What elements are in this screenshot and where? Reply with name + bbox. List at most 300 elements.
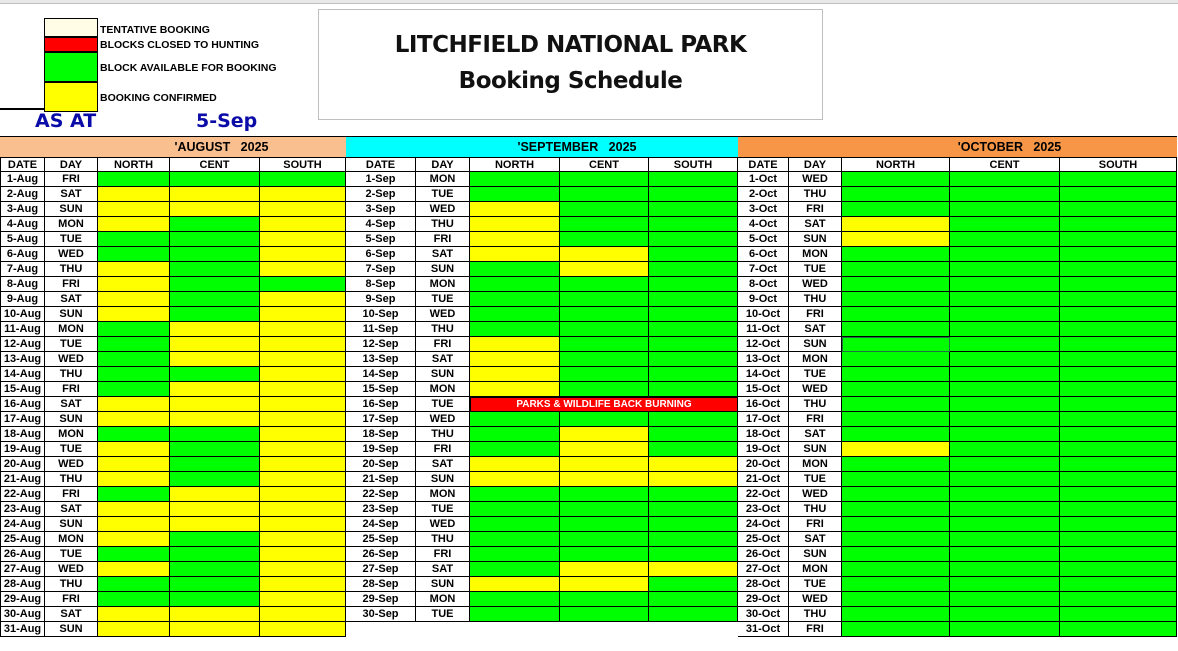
block-cell-south[interactable] <box>649 337 738 352</box>
block-cell-south[interactable] <box>1060 172 1177 187</box>
block-cell-south[interactable] <box>649 592 738 607</box>
block-cell-cent[interactable] <box>950 592 1060 607</box>
block-cell-south[interactable] <box>1060 277 1177 292</box>
block-cell-north[interactable] <box>842 262 950 277</box>
day-cell: THU <box>416 532 470 547</box>
block-cell-north[interactable] <box>470 232 560 247</box>
block-cell-north[interactable] <box>470 187 560 202</box>
block-cell-cent[interactable] <box>560 547 649 562</box>
block-cell-cent[interactable] <box>950 232 1060 247</box>
block-cell-cent[interactable] <box>950 562 1060 577</box>
block-cell-south[interactable] <box>1060 217 1177 232</box>
block-cell-north[interactable] <box>98 262 170 277</box>
block-cell-south[interactable] <box>260 562 346 577</box>
block-cell-cent[interactable] <box>560 292 649 307</box>
block-cell-north[interactable] <box>470 352 560 367</box>
col-header-date: DATE <box>346 157 416 172</box>
block-cell-north[interactable] <box>842 187 950 202</box>
block-cell-cent[interactable] <box>950 442 1060 457</box>
block-cell-north[interactable] <box>98 172 170 187</box>
block-cell-cent[interactable] <box>950 187 1060 202</box>
date-cell: 2-Oct <box>738 187 789 202</box>
block-cell-cent[interactable] <box>560 577 649 592</box>
block-cell-cent[interactable] <box>170 352 260 367</box>
block-cell-south[interactable] <box>649 532 738 547</box>
block-cell-cent[interactable] <box>170 247 260 262</box>
block-cell-south[interactable] <box>1060 547 1177 562</box>
block-cell-cent[interactable] <box>950 367 1060 382</box>
block-cell-cent[interactable] <box>560 427 649 442</box>
block-cell-south[interactable] <box>649 322 738 337</box>
block-cell-cent[interactable] <box>170 232 260 247</box>
block-cell-south[interactable] <box>260 397 346 412</box>
block-cell-north[interactable] <box>842 322 950 337</box>
block-cell-south[interactable] <box>649 307 738 322</box>
block-cell-north[interactable] <box>98 562 170 577</box>
block-cell-cent[interactable] <box>950 607 1060 622</box>
col-header-cent: CENT <box>170 157 260 172</box>
block-cell-south[interactable] <box>649 427 738 442</box>
block-cell-south[interactable] <box>1060 202 1177 217</box>
block-cell-south[interactable] <box>1060 187 1177 202</box>
block-cell-north[interactable] <box>98 292 170 307</box>
day-cell: FRI <box>789 517 842 532</box>
block-cell-cent[interactable] <box>170 397 260 412</box>
block-cell-cent[interactable] <box>560 352 649 367</box>
block-cell-cent[interactable] <box>950 577 1060 592</box>
block-cell-north[interactable] <box>842 382 950 397</box>
block-cell-south[interactable] <box>1060 262 1177 277</box>
block-cell-north[interactable] <box>98 412 170 427</box>
block-cell-south[interactable] <box>260 277 346 292</box>
block-cell-cent[interactable] <box>950 517 1060 532</box>
block-cell-south[interactable] <box>1060 292 1177 307</box>
block-cell-cent[interactable] <box>170 517 260 532</box>
block-cell-cent[interactable] <box>560 277 649 292</box>
block-cell-south[interactable] <box>260 232 346 247</box>
block-cell-south[interactable] <box>1060 382 1177 397</box>
block-cell-south[interactable] <box>260 517 346 532</box>
block-cell-north[interactable] <box>842 172 950 187</box>
block-cell-south[interactable] <box>1060 427 1177 442</box>
block-cell-cent[interactable] <box>560 262 649 277</box>
date-cell: 14-Aug <box>0 367 45 382</box>
block-cell-north[interactable] <box>842 367 950 382</box>
block-cell-north[interactable] <box>842 307 950 322</box>
date-cell: 20-Aug <box>0 457 45 472</box>
block-cell-cent[interactable] <box>950 547 1060 562</box>
block-cell-cent[interactable] <box>560 472 649 487</box>
block-cell-south[interactable] <box>260 337 346 352</box>
block-cell-north[interactable] <box>470 292 560 307</box>
block-cell-cent[interactable] <box>950 292 1060 307</box>
block-cell-cent[interactable] <box>950 262 1060 277</box>
block-cell-north[interactable] <box>98 607 170 622</box>
block-cell-south[interactable] <box>649 172 738 187</box>
block-cell-south[interactable] <box>649 577 738 592</box>
block-cell-north[interactable] <box>470 442 560 457</box>
block-cell-south[interactable] <box>649 232 738 247</box>
block-cell-north[interactable] <box>470 547 560 562</box>
block-cell-north[interactable] <box>98 367 170 382</box>
block-cell-cent[interactable] <box>560 442 649 457</box>
block-cell-south[interactable] <box>1060 607 1177 622</box>
block-cell-cent[interactable] <box>560 382 649 397</box>
block-cell-south[interactable] <box>649 202 738 217</box>
block-cell-cent[interactable] <box>950 502 1060 517</box>
block-cell-south[interactable] <box>1060 502 1177 517</box>
block-cell-south[interactable] <box>649 187 738 202</box>
block-cell-south[interactable] <box>260 382 346 397</box>
block-cell-north[interactable] <box>470 307 560 322</box>
block-cell-south[interactable] <box>260 487 346 502</box>
block-cell-south[interactable] <box>260 457 346 472</box>
block-cell-south[interactable] <box>1060 397 1177 412</box>
block-cell-cent[interactable] <box>950 412 1060 427</box>
block-cell-cent[interactable] <box>950 202 1060 217</box>
block-cell-north[interactable] <box>98 487 170 502</box>
block-cell-cent[interactable] <box>560 367 649 382</box>
block-cell-cent[interactable] <box>950 427 1060 442</box>
block-cell-south[interactable] <box>260 217 346 232</box>
block-cell-cent[interactable] <box>170 292 260 307</box>
block-cell-north[interactable] <box>842 337 950 352</box>
block-cell-cent[interactable] <box>170 427 260 442</box>
block-cell-south[interactable] <box>649 517 738 532</box>
block-cell-north[interactable] <box>98 187 170 202</box>
block-cell-cent[interactable] <box>170 622 260 637</box>
block-cell-south[interactable] <box>649 277 738 292</box>
day-cell: WED <box>416 307 470 322</box>
block-cell-south[interactable] <box>1060 412 1177 427</box>
block-cell-north[interactable] <box>470 532 560 547</box>
block-cell-cent[interactable] <box>950 352 1060 367</box>
block-cell-south[interactable] <box>649 472 738 487</box>
date-cell: 3-Sep <box>346 202 416 217</box>
block-cell-north[interactable] <box>470 487 560 502</box>
block-cell-cent[interactable] <box>950 382 1060 397</box>
date-cell: 12-Aug <box>0 337 45 352</box>
block-cell-cent[interactable] <box>560 562 649 577</box>
block-cell-cent[interactable] <box>560 412 649 427</box>
block-cell-cent[interactable] <box>560 337 649 352</box>
block-cell-cent[interactable] <box>950 337 1060 352</box>
block-cell-south[interactable] <box>1060 322 1177 337</box>
block-cell-cent[interactable] <box>950 472 1060 487</box>
day-cell: SUN <box>416 262 470 277</box>
block-cell-north[interactable] <box>842 202 950 217</box>
block-cell-north[interactable] <box>842 472 950 487</box>
block-cell-north[interactable] <box>842 502 950 517</box>
block-cell-north[interactable] <box>842 397 950 412</box>
block-cell-north[interactable] <box>842 532 950 547</box>
block-cell-south[interactable] <box>649 217 738 232</box>
block-cell-north[interactable] <box>98 247 170 262</box>
block-cell-south[interactable] <box>1060 472 1177 487</box>
block-cell-cent[interactable] <box>170 367 260 382</box>
block-cell-cent[interactable] <box>170 442 260 457</box>
block-cell-north[interactable] <box>470 262 560 277</box>
block-cell-north[interactable] <box>98 337 170 352</box>
block-cell-cent[interactable] <box>950 172 1060 187</box>
block-cell-cent[interactable] <box>560 247 649 262</box>
block-cell-cent[interactable] <box>560 202 649 217</box>
block-cell-north[interactable] <box>98 472 170 487</box>
day-cell: THU <box>416 217 470 232</box>
block-cell-cent[interactable] <box>560 502 649 517</box>
block-cell-north[interactable] <box>842 277 950 292</box>
block-cell-north[interactable] <box>842 292 950 307</box>
block-cell-north[interactable] <box>842 517 950 532</box>
block-cell-cent[interactable] <box>170 277 260 292</box>
block-cell-cent[interactable] <box>560 307 649 322</box>
block-cell-north[interactable] <box>98 232 170 247</box>
block-cell-north[interactable] <box>98 442 170 457</box>
date-cell: 15-Aug <box>0 382 45 397</box>
day-cell: WED <box>416 412 470 427</box>
block-cell-cent[interactable] <box>170 592 260 607</box>
block-cell-south[interactable] <box>649 442 738 457</box>
block-cell-south[interactable] <box>260 292 346 307</box>
block-cell-cent[interactable] <box>560 607 649 622</box>
block-cell-cent[interactable] <box>170 532 260 547</box>
block-cell-cent[interactable] <box>170 382 260 397</box>
date-cell: 11-Sep <box>346 322 416 337</box>
block-cell-north[interactable] <box>842 442 950 457</box>
block-cell-north[interactable] <box>470 607 560 622</box>
block-cell-south[interactable] <box>649 247 738 262</box>
block-cell-south[interactable] <box>260 247 346 262</box>
block-cell-north[interactable] <box>470 457 560 472</box>
block-cell-cent[interactable] <box>950 397 1060 412</box>
block-cell-south[interactable] <box>260 187 346 202</box>
block-cell-cent[interactable] <box>170 472 260 487</box>
block-cell-cent[interactable] <box>170 502 260 517</box>
block-cell-cent[interactable] <box>170 412 260 427</box>
block-cell-north[interactable] <box>842 352 950 367</box>
block-cell-cent[interactable] <box>170 487 260 502</box>
block-cell-cent[interactable] <box>170 172 260 187</box>
block-cell-south[interactable] <box>260 442 346 457</box>
block-cell-south[interactable] <box>260 532 346 547</box>
day-cell: SUN <box>789 442 842 457</box>
block-cell-cent[interactable] <box>170 562 260 577</box>
block-cell-south[interactable] <box>260 577 346 592</box>
block-cell-south[interactable] <box>260 472 346 487</box>
date-cell: 4-Sep <box>346 217 416 232</box>
block-cell-cent[interactable] <box>170 187 260 202</box>
block-cell-cent[interactable] <box>560 187 649 202</box>
block-cell-cent[interactable] <box>950 532 1060 547</box>
block-cell-south[interactable] <box>260 427 346 442</box>
block-cell-cent[interactable] <box>170 577 260 592</box>
block-cell-north[interactable] <box>470 202 560 217</box>
block-cell-north[interactable] <box>842 547 950 562</box>
block-cell-north[interactable] <box>842 427 950 442</box>
block-cell-north[interactable] <box>470 562 560 577</box>
block-cell-south[interactable] <box>260 412 346 427</box>
title-box <box>318 9 823 120</box>
block-cell-cent[interactable] <box>950 487 1060 502</box>
block-cell-south[interactable] <box>649 382 738 397</box>
block-cell-south[interactable] <box>260 547 346 562</box>
block-cell-north[interactable] <box>470 172 560 187</box>
block-cell-south[interactable] <box>260 202 346 217</box>
block-cell-south[interactable] <box>260 172 346 187</box>
block-cell-south[interactable] <box>1060 532 1177 547</box>
block-cell-south[interactable] <box>1060 517 1177 532</box>
block-cell-cent[interactable] <box>170 307 260 322</box>
block-cell-north[interactable] <box>98 427 170 442</box>
block-cell-south[interactable] <box>260 322 346 337</box>
block-cell-north[interactable] <box>842 457 950 472</box>
block-cell-cent[interactable] <box>560 487 649 502</box>
block-cell-south[interactable] <box>1060 367 1177 382</box>
block-cell-cent[interactable] <box>950 457 1060 472</box>
block-cell-south[interactable] <box>260 502 346 517</box>
block-cell-south[interactable] <box>1060 457 1177 472</box>
block-cell-cent[interactable] <box>560 457 649 472</box>
block-cell-north[interactable] <box>470 472 560 487</box>
block-cell-north[interactable] <box>842 592 950 607</box>
block-cell-north[interactable] <box>842 622 950 637</box>
block-cell-north[interactable] <box>842 607 950 622</box>
block-cell-south[interactable] <box>1060 562 1177 577</box>
block-cell-cent[interactable] <box>950 307 1060 322</box>
block-cell-north[interactable] <box>98 397 170 412</box>
block-cell-south[interactable] <box>649 547 738 562</box>
block-cell-north[interactable] <box>470 277 560 292</box>
block-cell-cent[interactable] <box>560 592 649 607</box>
block-cell-south[interactable] <box>260 607 346 622</box>
block-cell-cent[interactable] <box>950 247 1060 262</box>
block-cell-north[interactable] <box>842 217 950 232</box>
block-cell-north[interactable] <box>98 277 170 292</box>
block-cell-cent[interactable] <box>560 532 649 547</box>
block-cell-cent[interactable] <box>950 622 1060 637</box>
block-cell-north[interactable] <box>470 217 560 232</box>
block-cell-north[interactable] <box>470 322 560 337</box>
block-cell-north[interactable] <box>98 202 170 217</box>
block-cell-north[interactable] <box>842 487 950 502</box>
block-cell-south[interactable] <box>649 412 738 427</box>
block-cell-south[interactable] <box>1060 487 1177 502</box>
block-cell-south[interactable] <box>260 352 346 367</box>
block-cell-south[interactable] <box>1060 337 1177 352</box>
block-cell-north[interactable] <box>842 577 950 592</box>
block-cell-south[interactable] <box>260 262 346 277</box>
block-cell-south[interactable] <box>649 562 738 577</box>
block-cell-north[interactable] <box>470 337 560 352</box>
block-cell-cent[interactable] <box>560 172 649 187</box>
block-cell-cent[interactable] <box>170 262 260 277</box>
block-cell-cent[interactable] <box>170 217 260 232</box>
block-cell-south[interactable] <box>649 457 738 472</box>
block-cell-south[interactable] <box>1060 592 1177 607</box>
block-cell-south[interactable] <box>1060 232 1177 247</box>
block-cell-south[interactable] <box>260 592 346 607</box>
block-cell-south[interactable] <box>260 367 346 382</box>
block-cell-north[interactable] <box>98 382 170 397</box>
block-cell-north[interactable] <box>98 592 170 607</box>
block-cell-cent[interactable] <box>170 457 260 472</box>
block-cell-north[interactable] <box>470 367 560 382</box>
block-cell-south[interactable] <box>1060 307 1177 322</box>
block-cell-south[interactable] <box>649 487 738 502</box>
block-cell-south[interactable] <box>649 262 738 277</box>
block-cell-north[interactable] <box>98 517 170 532</box>
block-cell-north[interactable] <box>98 622 170 637</box>
day-cell: THU <box>789 397 842 412</box>
block-cell-north[interactable] <box>842 412 950 427</box>
date-cell: 29-Oct <box>738 592 789 607</box>
block-cell-cent[interactable] <box>560 232 649 247</box>
block-cell-north[interactable] <box>98 532 170 547</box>
block-cell-south[interactable] <box>649 352 738 367</box>
block-cell-cent[interactable] <box>560 217 649 232</box>
block-cell-north[interactable] <box>470 412 560 427</box>
block-cell-cent[interactable] <box>560 322 649 337</box>
block-cell-cent[interactable] <box>560 517 649 532</box>
block-cell-north[interactable] <box>470 427 560 442</box>
block-cell-north[interactable] <box>842 232 950 247</box>
block-cell-north[interactable] <box>98 352 170 367</box>
block-cell-north[interactable] <box>98 547 170 562</box>
block-cell-north[interactable] <box>98 322 170 337</box>
block-cell-south[interactable] <box>649 292 738 307</box>
day-cell: WED <box>789 487 842 502</box>
block-cell-south[interactable] <box>1060 352 1177 367</box>
col-header-date: DATE <box>0 157 45 172</box>
block-cell-cent[interactable] <box>170 607 260 622</box>
block-cell-south[interactable] <box>260 622 346 637</box>
block-cell-south[interactable] <box>260 307 346 322</box>
day-cell: FRI <box>416 337 470 352</box>
block-cell-north[interactable] <box>470 382 560 397</box>
block-cell-north[interactable] <box>470 592 560 607</box>
block-cell-north[interactable] <box>470 247 560 262</box>
date-cell: 2-Sep <box>346 187 416 202</box>
block-cell-north[interactable] <box>470 517 560 532</box>
block-cell-north[interactable] <box>98 217 170 232</box>
date-cell: 30-Oct <box>738 607 789 622</box>
block-cell-north[interactable] <box>842 247 950 262</box>
block-cell-north[interactable] <box>470 502 560 517</box>
block-cell-south[interactable] <box>1060 577 1177 592</box>
block-cell-north[interactable] <box>470 577 560 592</box>
block-cell-cent[interactable] <box>170 337 260 352</box>
block-cell-cent[interactable] <box>950 217 1060 232</box>
block-cell-south[interactable] <box>649 367 738 382</box>
block-cell-north[interactable] <box>98 457 170 472</box>
block-cell-cent[interactable] <box>950 277 1060 292</box>
block-cell-north[interactable] <box>98 577 170 592</box>
block-cell-south[interactable] <box>649 502 738 517</box>
block-cell-cent[interactable] <box>170 202 260 217</box>
block-cell-north[interactable] <box>98 502 170 517</box>
block-cell-cent[interactable] <box>170 547 260 562</box>
legend-swatch-closed <box>44 37 98 52</box>
block-cell-north[interactable] <box>842 562 950 577</box>
block-cell-north[interactable] <box>98 307 170 322</box>
block-cell-south[interactable] <box>649 607 738 622</box>
block-cell-south[interactable] <box>1060 247 1177 262</box>
block-cell-south[interactable] <box>1060 442 1177 457</box>
block-cell-cent[interactable] <box>170 322 260 337</box>
block-cell-south[interactable] <box>1060 622 1177 637</box>
block-cell-cent[interactable] <box>950 322 1060 337</box>
day-cell: WED <box>416 202 470 217</box>
